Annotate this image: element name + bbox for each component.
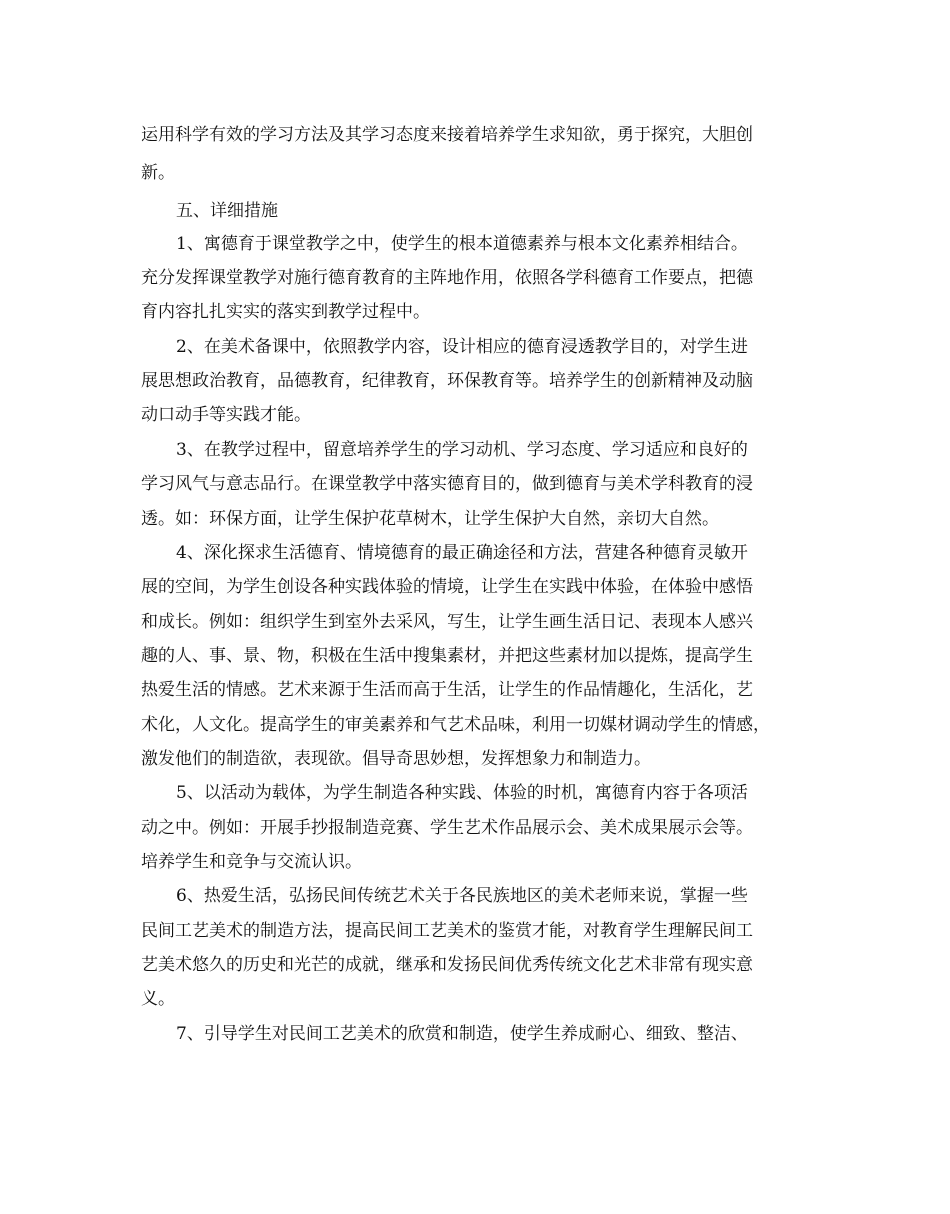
body-text-line: 运用科学有效的学习方法及其学习态度来接着培养学生求知欲，勇于探究，大胆创 (141, 125, 753, 145)
body-text-line: 热爱生活的情感。艺术来源于生活而高于生活，让学生的作品情趣化，生活化，艺 (141, 680, 753, 700)
body-text-line: 激发他们的制造欲，表现欲。倡导奇思妙想，发挥想象力和制造力。 (141, 749, 651, 769)
body-text-line: 展的空间，为学生创设各种实践体验的情境，让学生在实践中体验，在体验中感悟 (141, 577, 753, 597)
body-text-line: 和成长。例如：组织学生到室外去采风，写生，让学生画生活日记、表现本人感兴 (141, 612, 753, 632)
section-heading: 五、详细措施 (176, 201, 278, 221)
body-text-line: 新。 (141, 163, 175, 183)
body-text-line: 展思想政治教育，品德教育，纪律教育，环保教育等。培养学生的创新精神及动脑 (141, 371, 753, 391)
paragraph-first-line: 6、热爱生活，弘扬民间传统艺术关于各民族地区的美术老师来说，掌握一些 (176, 886, 748, 906)
body-text-line: 透。如：环保方面，让学生保护花草树木，让学生保护大自然，亲切大自然。 (141, 509, 719, 529)
body-text-line: 育内容扎扎实实的落实到教学过程中。 (141, 302, 430, 322)
paragraph-first-line: 2、在美术备课中，依照教学内容，设计相应的德育浸透教学目的，对学生进 (176, 337, 748, 357)
paragraph-first-line: 3、在教学过程中，留意培养学生的学习动机、学习态度、学习适应和良好的 (176, 440, 748, 460)
paragraph-first-line: 1、寓德育于课堂教学之中，使学生的根本道德素养与根本文化素养相结合。 (176, 234, 748, 254)
body-text-line: 动之中。例如：开展手抄报制造竞赛、学生艺术作品展示会、美术成果展示会等。 (141, 818, 753, 838)
body-text-line: 义。 (141, 989, 175, 1009)
body-text-line: 术化，人文化。提高学生的审美素养和气艺术品味，利用一切媒材调动学生的情感， (141, 715, 770, 735)
body-text-line: 艺美术悠久的历史和光芒的成就，继承和发扬民间优秀传统文化艺术非常有现实意 (141, 955, 753, 975)
body-text-line: 趣的人、事、景、物，积极在生活中搜集素材，并把这些素材加以提炼，提高学生 (141, 646, 753, 666)
body-text-line: 民间工艺美术的制造方法，提高民间工艺美术的鉴赏才能，对教育学生理解民间工 (141, 921, 753, 941)
paragraph-first-line: 5、以活动为载体，为学生制造各种实践、体验的时机，寓德育内容于各项活 (176, 783, 748, 803)
body-text-line: 培养学生和竞争与交流认识。 (141, 852, 362, 872)
body-text-line: 学习风气与意志品行。在课堂教学中落实德育目的，做到德育与美术学科教育的浸 (141, 474, 753, 494)
paragraph-first-line: 7、引导学生对民间工艺美术的欣赏和制造，使学生养成耐心、细致、整洁、 (176, 1024, 748, 1044)
body-text-line: 充分发挥课堂教学对施行德育教育的主阵地作用，依照各学科德育工作要点，把德 (141, 268, 753, 288)
body-text-line: 动口动手等实践才能。 (141, 405, 311, 425)
paragraph-first-line: 4、深化探求生活德育、情境德育的最正确途径和方法，营建各种德育灵敏开 (176, 543, 748, 563)
